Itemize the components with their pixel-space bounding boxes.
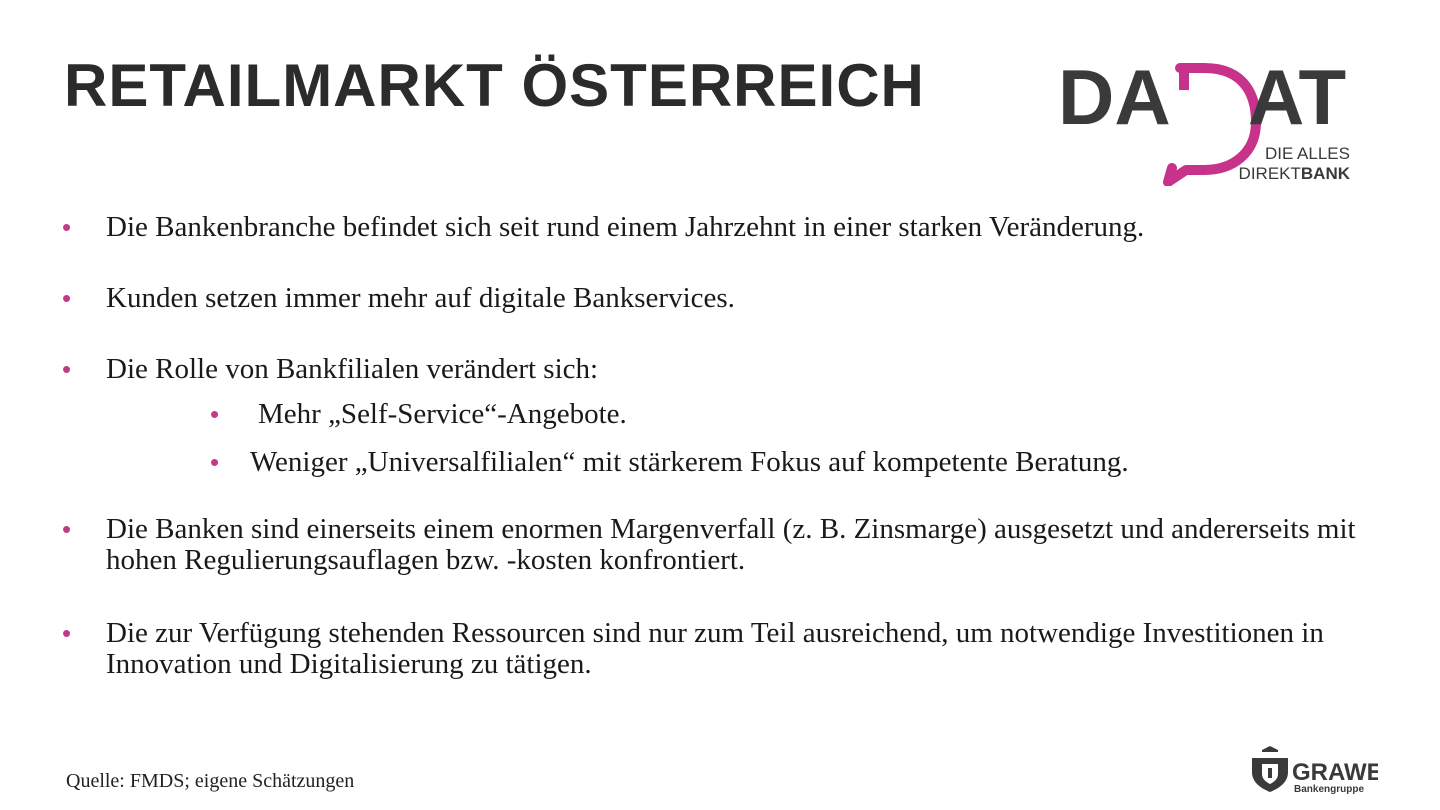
sub-bullet-text: Mehr „Self-Service“-Angebote. [258, 398, 627, 430]
bullet-dot-icon: • [210, 399, 220, 429]
bullet-text: Die Banken sind einerseits einem enormen Margenverfall (z. B. Zinsmarge) ausgesetzt und andererseits mit hohen Regulierungsauflagen bzw. -kosten konfrontiert. [106, 513, 1356, 576]
sub-bullet-list [106, 399, 1360, 478]
bullet-item [60, 618, 1360, 680]
bullet-text: Die Bankenbranche befindet sich seit rund einem Jahrzehnt in einer starken Veränderung. [106, 211, 1145, 243]
logo-tagline-line2 [1239, 164, 1351, 183]
bullet-dot-icon: • [210, 447, 220, 477]
dadat-logo [1058, 60, 1378, 186]
grawe-logo [1248, 742, 1378, 796]
sub-bullet-text: Weniger „Universalfilialen“ mit stärkerem Fokus auf kompetente Beratung. [250, 446, 1129, 478]
bullet-text: Die zur Verfügung stehenden Ressourcen sind nur zum Teil ausreichend, um notwendige Investitionen in Innovation und Digitalisierung zu tätigen. [106, 617, 1324, 680]
bullet-text: Kunden setzen immer mehr auf digitale Bankservices. [106, 282, 735, 314]
sub-bullet-item [106, 447, 1360, 478]
bullet-dot-icon: • [62, 618, 72, 648]
logo-tagline-direkt: DIREKT [1238, 164, 1301, 183]
bullet-dot-icon: • [62, 514, 72, 544]
bullet-dot-icon: • [62, 354, 72, 384]
bullet-list [60, 212, 1360, 680]
bullet-dot-icon: • [62, 283, 72, 313]
sub-bullet-item [106, 399, 1360, 430]
logo-wordmark-right: AT [1248, 60, 1347, 141]
grawe-name: GRAWE [1292, 759, 1378, 786]
source-note: Quelle: FMDS; eigene Schätzungen [66, 770, 355, 792]
grawe-crest-icon [1252, 746, 1288, 792]
grawe-subtitle: Bankengruppe [1294, 784, 1365, 795]
logo-tagline-bank: BANK [1300, 164, 1350, 183]
bullet-item [60, 212, 1360, 243]
bullet-text: Die Rolle von Bankfilialen verändert sich: [106, 353, 599, 385]
logo-wordmark-left: DA [1058, 60, 1171, 141]
bullet-dot-icon: • [62, 212, 72, 242]
bullet-item [60, 283, 1360, 314]
slide-title: RETAILMARKT ÖSTERREICH [64, 52, 925, 119]
logo-tagline-line1: DIE ALLES [1264, 144, 1350, 163]
bullet-item [60, 354, 1360, 478]
bullet-item [60, 514, 1360, 576]
